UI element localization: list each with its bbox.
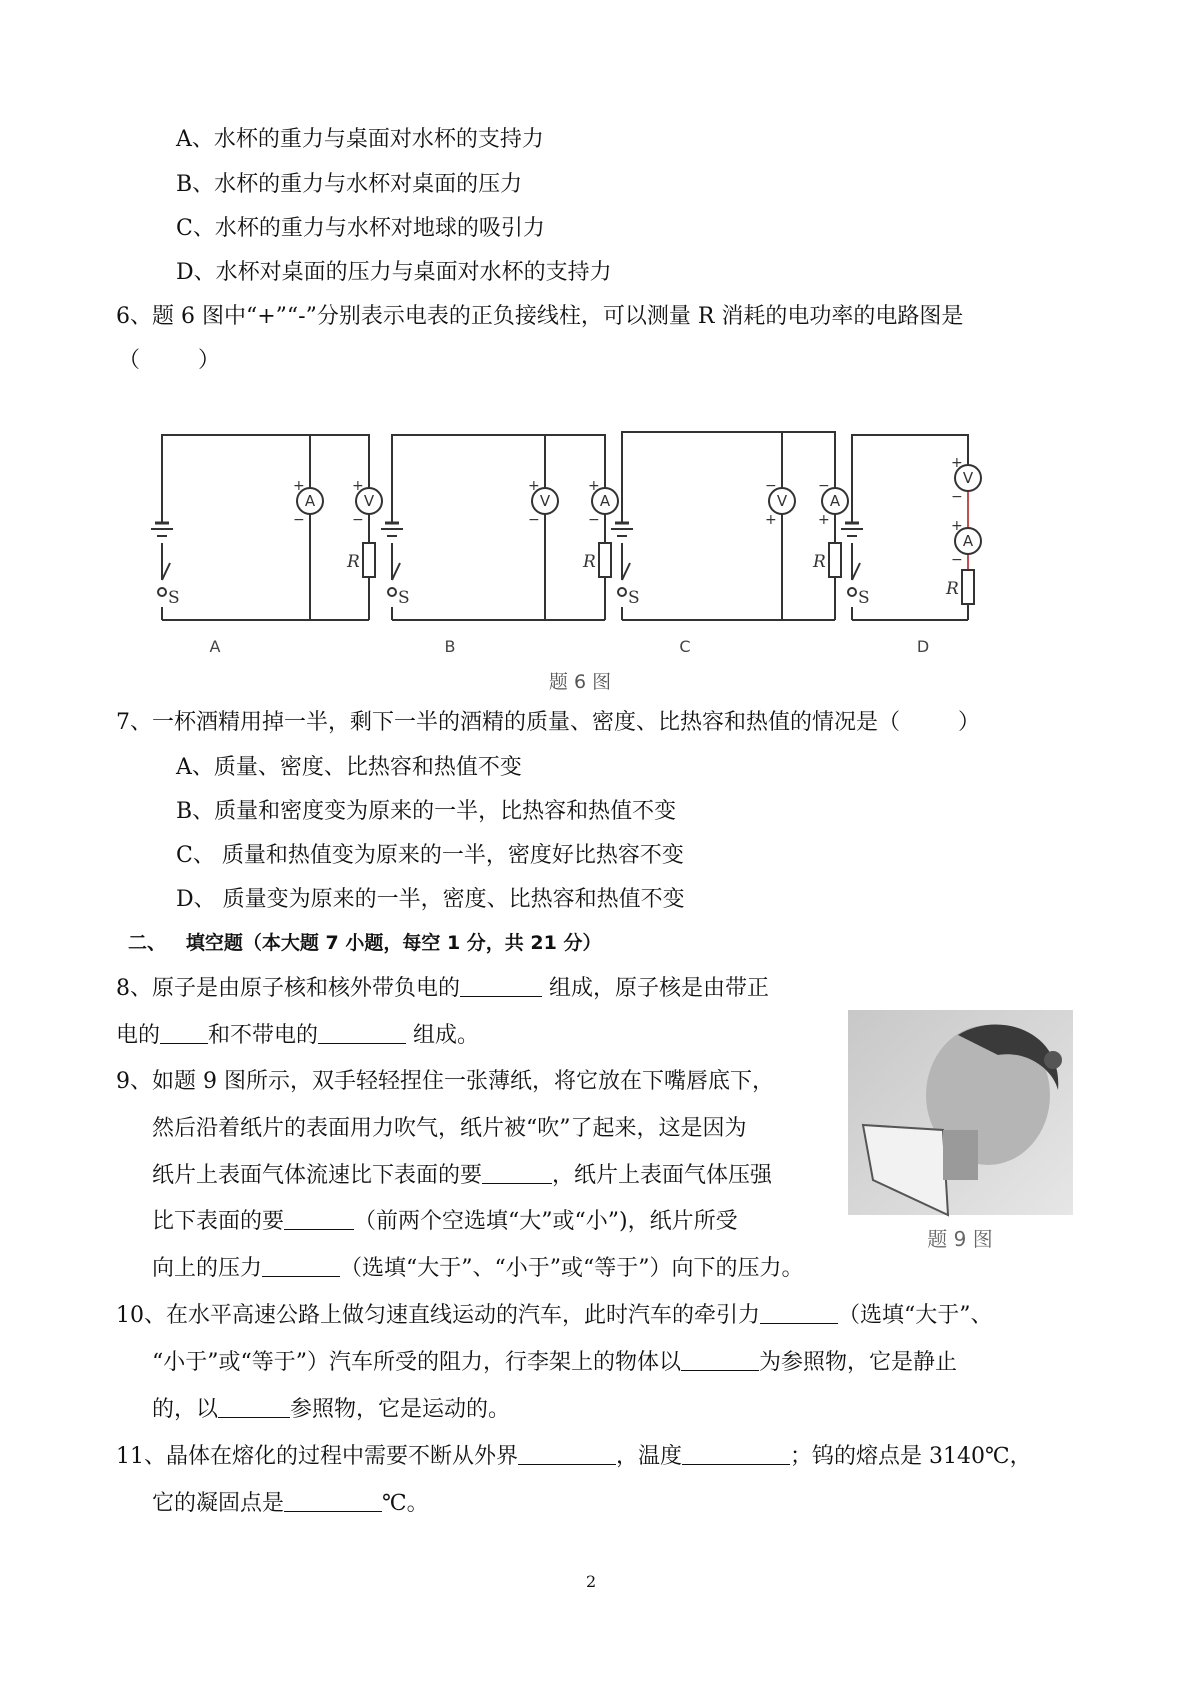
q10-line-1: 10、在水平高速公路上做匀速直线运动的汽车，此时汽车的牵引力 （选填“大于”、 (116, 1303, 993, 1328)
circuit-a (151, 435, 375, 620)
answer-blank[interactable] (482, 1161, 552, 1184)
q7-option-b: B、质量和密度变为原来的一半，比热容和热值不变 (176, 799, 677, 824)
q10-line-2: “小于”或“等于”）汽车所受的阻力，行李架上的物体以 为参照物，它是静止 (152, 1350, 958, 1375)
q8-line-2: 电的 和不带电的 组成。 (116, 1023, 480, 1048)
circuit-figure (115, 420, 1015, 695)
figure-9-caption: 题 9 图 (927, 1227, 993, 1251)
svg-text:+: + (818, 512, 830, 528)
svg-text:−: − (951, 552, 963, 568)
svg-text:+: + (588, 478, 600, 494)
voltmeter-a: V (363, 492, 375, 510)
svg-text:+: + (352, 478, 364, 494)
section-2-heading (128, 928, 601, 958)
figure-9 (848, 1010, 1073, 1259)
circuit-c (611, 432, 841, 620)
voltmeter-c: V (776, 492, 788, 510)
q7-option-a: A、质量、密度、比热容和热值不变 (176, 755, 522, 780)
svg-text:+: + (765, 512, 777, 528)
figure-6 (115, 420, 1015, 699)
svg-text:R: R (813, 552, 826, 572)
q9-line-5: 向上的压力 （选填“大于”、“小于”或“等于”）向下的压力。 (152, 1256, 804, 1281)
q9-line-4: 比下表面的要 （前两个空选填“大”或“小”)，纸片所受 (152, 1209, 738, 1234)
circuit-label-a: A (209, 637, 221, 656)
page-number: 2 (586, 1572, 597, 1591)
svg-text:−: − (352, 512, 364, 528)
circuit-b (381, 435, 611, 620)
circuit-label-d: D (916, 637, 930, 656)
answer-blank[interactable] (518, 1442, 616, 1465)
svg-text:S: S (398, 588, 410, 608)
circuit-label-c: C (679, 637, 691, 656)
ammeter-c: A (829, 492, 841, 510)
svg-text:S: S (168, 588, 180, 608)
q7-stem-text: 7、一杯酒精用掉一半，剩下一半的酒精的质量、密度、比热容和热值的情况是（ (116, 710, 900, 735)
answer-blank[interactable] (318, 1021, 406, 1044)
answer-blank[interactable] (284, 1489, 382, 1512)
ammeter-d: A (962, 532, 974, 550)
answer-blank[interactable] (262, 1254, 340, 1277)
svg-text:+: + (293, 478, 305, 494)
q7-option-d: D、 质量变为原来的一半，密度、比热容和热值不变 (176, 887, 685, 912)
svg-text:+: + (951, 455, 963, 471)
figure-6-caption: 题 6 图 (548, 671, 612, 693)
q7-option-c: C、 质量和热值变为原来的一半，密度好比热容不变 (176, 843, 684, 868)
q11-line-2: 它的凝固点是 ℃。 (152, 1491, 429, 1516)
svg-text:S: S (628, 588, 640, 608)
answer-blank[interactable] (284, 1207, 354, 1230)
answer-blank[interactable] (218, 1395, 290, 1418)
paren-close: ） (198, 348, 221, 373)
q9-line-1: 9、如题 9 图所示，双手轻轻捏住一张薄纸，将它放在下嘴唇底下， (116, 1069, 774, 1094)
q5-option-d: D、水杯对桌面的压力与桌面对水杯的支持力 (176, 260, 612, 285)
answer-blank[interactable] (160, 1021, 208, 1044)
q6-stem: 6、题 6 图中“+”“-”分别表示电表的正负接线柱，可以测量 R 消耗的电功率的电路图是 (116, 304, 964, 329)
q7-stem-close: ） (958, 710, 981, 735)
q6-answer-paren (118, 346, 220, 376)
svg-text:−: − (765, 478, 777, 494)
answer-blank[interactable] (460, 974, 542, 997)
svg-text:−: − (951, 489, 963, 505)
q5-option-b: B、水杯的重力与水杯对桌面的压力 (176, 172, 523, 197)
q5-option-c: C、水杯的重力与水杯对地球的吸引力 (176, 216, 545, 241)
voltmeter-b: V (539, 492, 551, 510)
svg-text:+: + (951, 518, 963, 534)
paren-open: （ (118, 348, 141, 373)
circuit-label-b: B (444, 637, 456, 656)
q11-line-1: 11、晶体在熔化的过程中需要不断从外界 ，温度 ；钨的熔点是 3140℃， (116, 1444, 1032, 1469)
q10-line-3: 的，以 参照物，它是运动的。 (152, 1397, 511, 1422)
svg-text:R: R (946, 579, 959, 599)
ammeter-b: A (599, 492, 611, 510)
voltmeter-d: V (962, 469, 974, 487)
q7-stem (116, 708, 980, 738)
q9-line-3: 纸片上表面气体流速比下表面的要 ，纸片上表面气体压强 (152, 1163, 773, 1188)
q5-option-a: A、水杯的重力与桌面对水杯的支持力 (176, 127, 544, 152)
figure-9-photo (848, 1010, 1073, 1255)
svg-text:R: R (347, 552, 360, 572)
svg-text:R: R (583, 552, 596, 572)
answer-blank[interactable] (682, 1442, 790, 1465)
answer-blank[interactable] (760, 1301, 838, 1324)
answer-blank[interactable] (681, 1348, 759, 1371)
ammeter-a: A (304, 492, 316, 510)
section-number: 二、 (128, 932, 167, 954)
q8-line-1: 8、原子是由原子核和核外带负电的 组成，原子核是由带正 (116, 976, 769, 1001)
svg-text:−: − (528, 512, 540, 528)
svg-text:−: − (818, 478, 830, 494)
svg-text:+: + (528, 478, 540, 494)
section-title: 填空题（本大题 7 小题，每空 1 分，共 21 分） (185, 932, 602, 954)
q9-line-2: 然后沿着纸片的表面用力吹气，纸片被“吹”了起来，这是因为 (152, 1116, 747, 1141)
svg-text:S: S (858, 588, 870, 608)
svg-text:−: − (588, 512, 600, 528)
svg-text:−: − (293, 512, 305, 528)
